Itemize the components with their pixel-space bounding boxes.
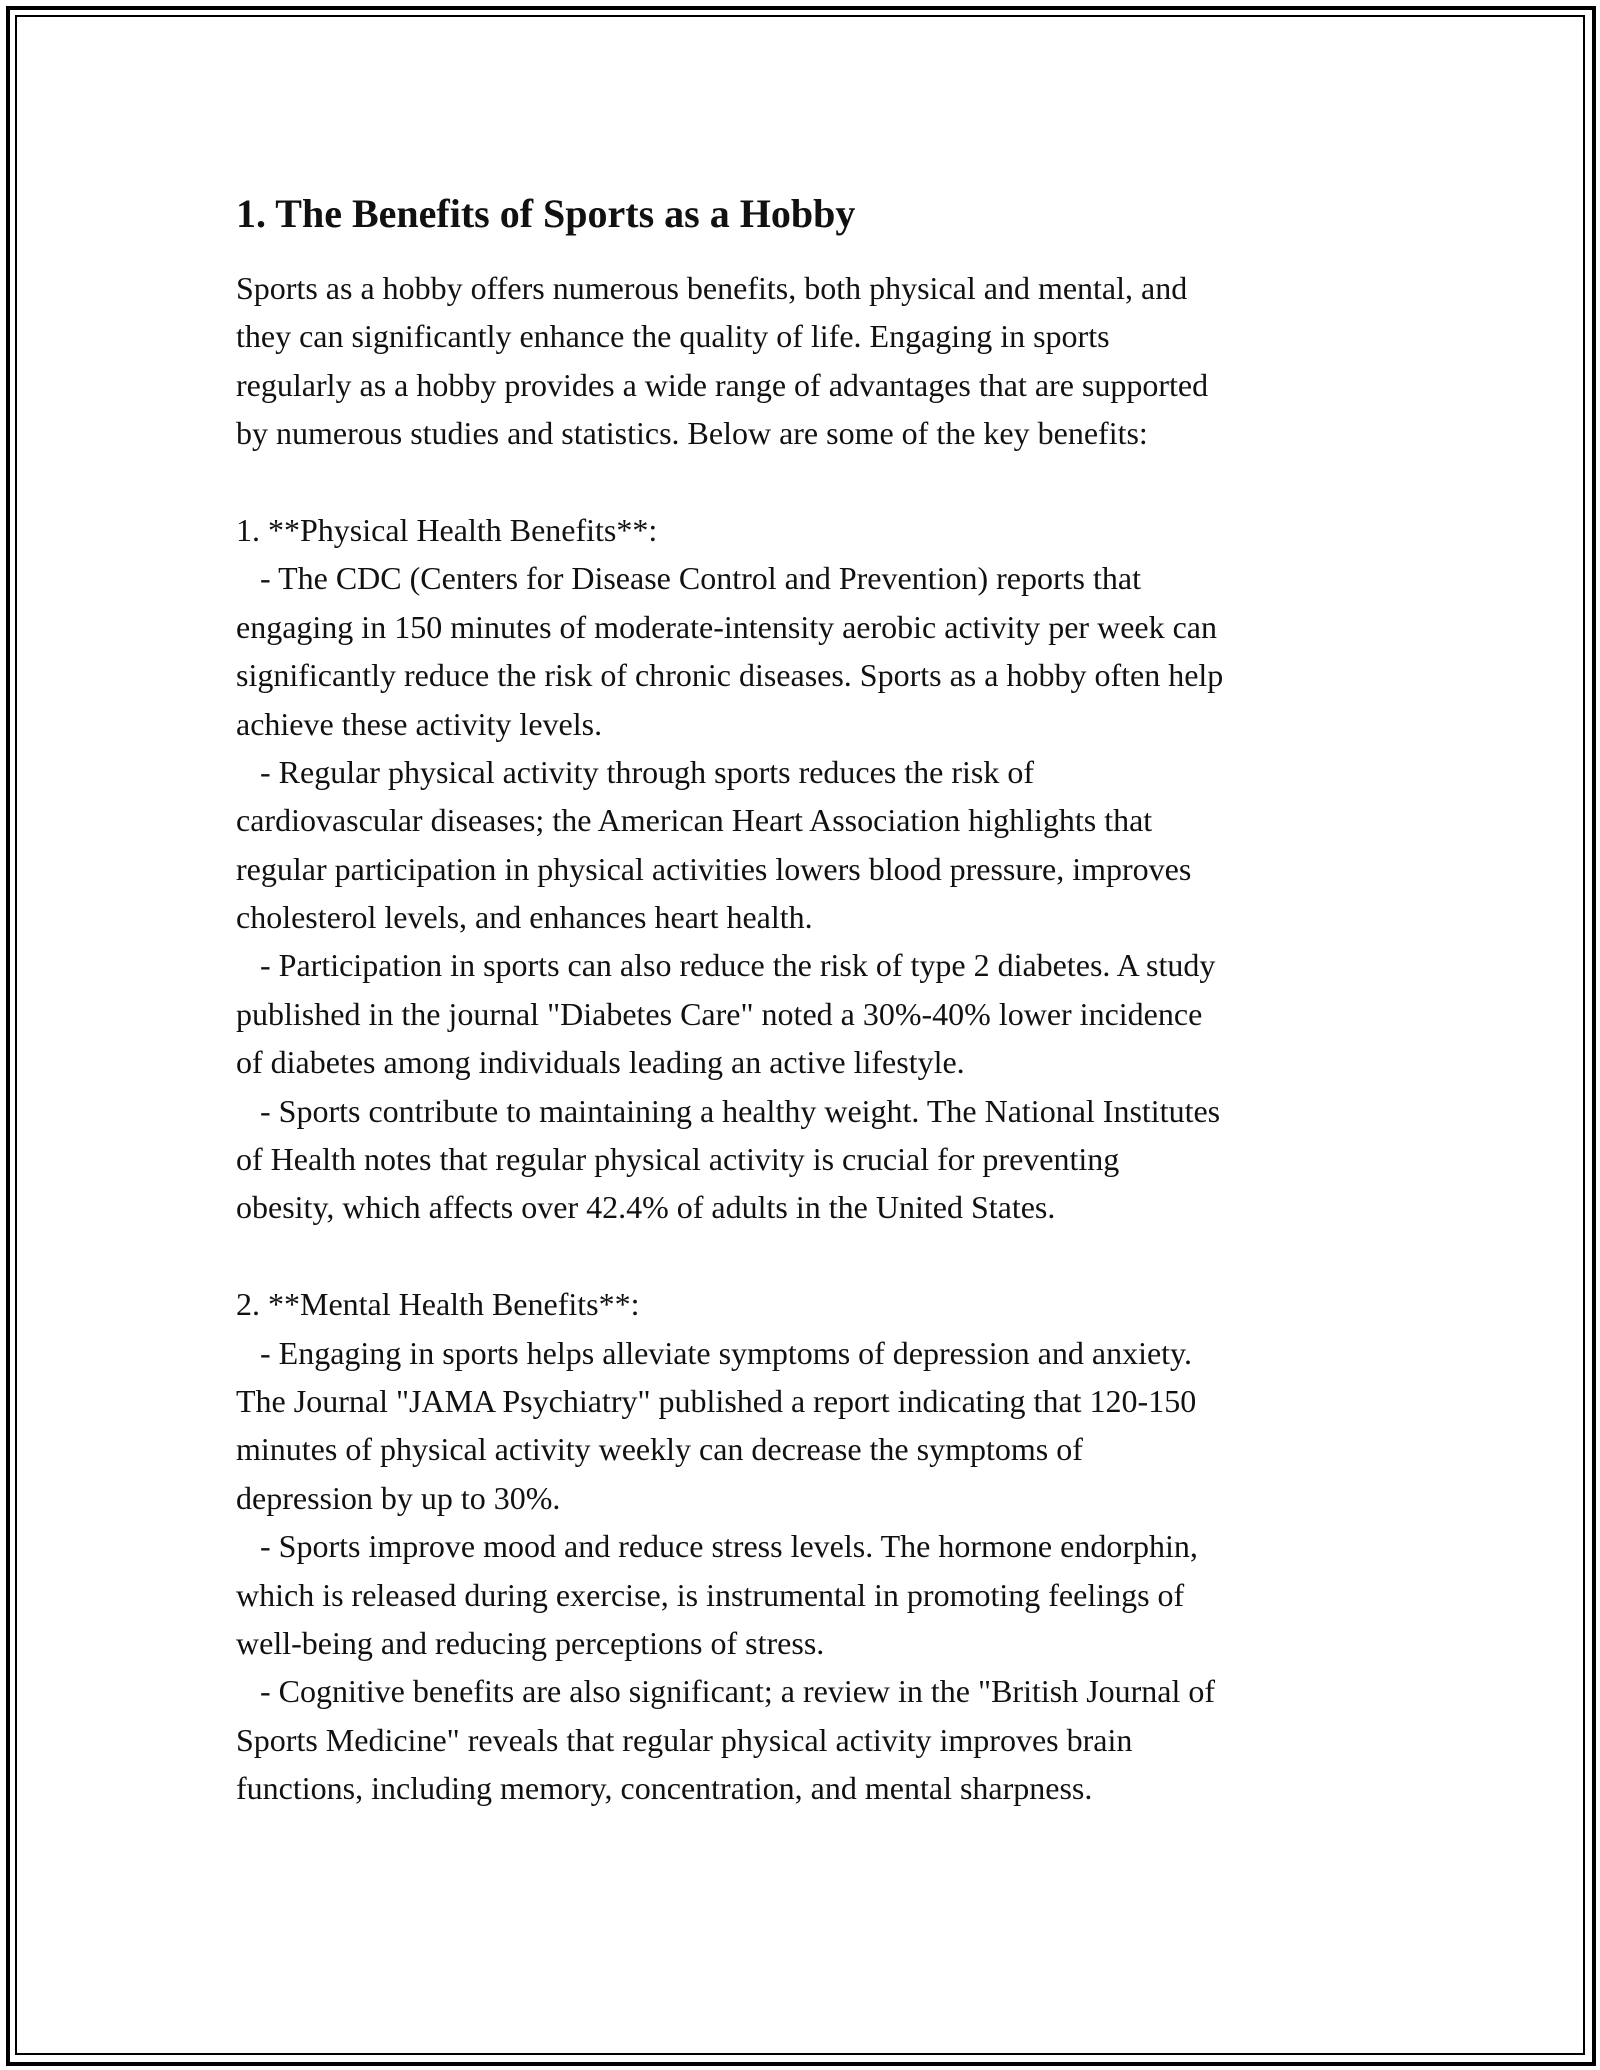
section-line: - Regular physical activity through sports reduces the risk of [236, 753, 1035, 790]
section-line: - Sports contribute to maintaining a healthy weight. The National Institutes [236, 1092, 1221, 1129]
section-line: of Health notes that regular physical activity is crucial for preventing [236, 1141, 1120, 1178]
paragraph-spacer [236, 458, 1376, 506]
document-title: 1. The Benefits of Sports as a Hobby [236, 191, 856, 236]
intro-line: Sports as a hobby offers numerous benefits, both physical and mental, and [236, 270, 1188, 306]
section-line: of diabetes among individuals leading an active lifestyle. [236, 1044, 965, 1081]
section-line: functions, including memory, concentration, and mental sharpness. [236, 1770, 1093, 1807]
section-line: which is released during exercise, is instrumental in promoting feelings of [236, 1576, 1185, 1613]
intro-line: regularly as a hobby provides a wide range of advantages that are supported [236, 366, 1209, 403]
intro-line: they can significantly enhance the quality of life. Engaging in sports [236, 318, 1110, 355]
section-line: - Cognitive benefits are also significant; a review in the "British Journal of [236, 1673, 1216, 1710]
section-line: The Journal "JAMA Psychiatry" published a report indicating that 120-150 [236, 1382, 1197, 1419]
mental-health-section [236, 1280, 1376, 1812]
section-line: cholesterol levels, and enhances heart health. [236, 899, 813, 936]
section-line: - Participation in sports can also reduce the risk of type 2 diabetes. A study [236, 947, 1216, 984]
section-line: obesity, which affects over 42.4% of adults in the United States. [236, 1189, 1056, 1226]
section-line: achieve these activity levels. [236, 705, 603, 742]
section-heading-physical: 1. **Physical Health Benefits**: [236, 511, 658, 548]
section-line: significantly reduce the risk of chronic diseases. Sports as a hobby often help [236, 657, 1224, 694]
paragraph-spacer [236, 1232, 1376, 1280]
physical-health-section [236, 506, 1376, 1232]
section-line: engaging in 150 minutes of moderate-intensity aerobic activity per week can [236, 608, 1217, 645]
section-line: cardiovascular diseases; the American Heart Association highlights that [236, 802, 1153, 839]
section-line: Sports Medicine" reveals that regular physical activity improves brain [236, 1721, 1133, 1758]
section-heading-mental: 2. **Mental Health Benefits**: [236, 1286, 640, 1323]
intro-line: by numerous studies and statistics. Below are some of the key benefits: [236, 415, 1148, 452]
section-line: minutes of physical activity weekly can decrease the symptoms of [236, 1431, 1083, 1468]
section-line: regular participation in physical activities lowers blood pressure, improves [236, 850, 1192, 887]
section-line: - Engaging in sports helps alleviate symptoms of depression and anxiety. [236, 1334, 1192, 1371]
document-body [236, 190, 1376, 1813]
section-line: - Sports improve mood and reduce stress levels. The hormone endorphin, [236, 1528, 1198, 1565]
section-line: - The CDC (Centers for Disease Control and Prevention) reports that [236, 560, 1141, 597]
section-line: well-being and reducing perceptions of stress. [236, 1624, 825, 1661]
intro-paragraph [236, 264, 1376, 458]
section-line: published in the journal "Diabetes Care" noted a 30%-40% lower incidence [236, 995, 1203, 1032]
section-line: depression by up to 30%. [236, 1479, 561, 1516]
